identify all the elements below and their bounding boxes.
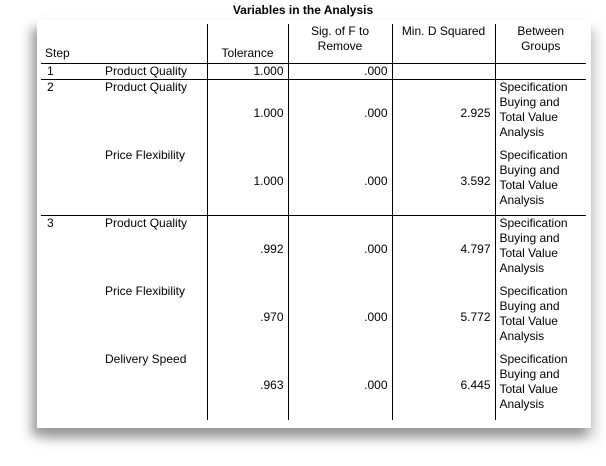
header-sig: Sig. of F to Remove bbox=[288, 24, 392, 64]
table-title: Variables in the Analysis bbox=[232, 3, 374, 17]
header-min-d: Min. D Squared bbox=[392, 24, 495, 64]
table-row bbox=[41, 64, 586, 80]
step-cell bbox=[41, 284, 101, 352]
tolerance-cell: 1.000 bbox=[207, 64, 288, 80]
header-step: Step bbox=[41, 24, 207, 64]
sig-cell: .000 bbox=[288, 80, 392, 148]
variable-cell: Price Flexibility bbox=[105, 283, 186, 298]
min-d-cell bbox=[392, 64, 495, 80]
variable-cell: Delivery Speed bbox=[105, 351, 187, 366]
sig-cell: .000 bbox=[288, 148, 392, 216]
header-row bbox=[41, 24, 586, 64]
tolerance-cell: 1.000 bbox=[207, 148, 288, 216]
step-cell bbox=[41, 148, 101, 216]
variable-cell: Product Quality bbox=[101, 80, 207, 148]
table-row bbox=[41, 216, 586, 284]
between-cell bbox=[495, 64, 586, 80]
between-cell: Specification Buying and Total Value Analysis bbox=[495, 284, 586, 352]
table-row bbox=[41, 148, 586, 216]
between-cell: Specification Buying and Total Value Analysis bbox=[495, 148, 586, 216]
table-row bbox=[41, 284, 586, 352]
variable-cell: Product Quality bbox=[101, 216, 207, 284]
min-d-cell: 4.797 bbox=[392, 216, 495, 284]
between-cell: Specification Buying and Total Value Analysis bbox=[495, 352, 586, 420]
step-cell: 1 bbox=[41, 64, 101, 80]
variables-table bbox=[41, 24, 586, 420]
step-cell: 2 bbox=[41, 80, 101, 148]
table-row bbox=[41, 352, 586, 420]
tolerance-cell: .970 bbox=[207, 284, 288, 352]
table-row bbox=[41, 80, 586, 148]
min-d-cell: 5.772 bbox=[392, 284, 495, 352]
sig-cell: .000 bbox=[288, 216, 392, 284]
sig-cell: .000 bbox=[288, 64, 392, 80]
min-d-cell: 6.445 bbox=[392, 352, 495, 420]
between-cell: Specification Buying and Total Value Analysis bbox=[495, 216, 586, 284]
variable-cell: Product Quality bbox=[101, 64, 207, 80]
variable-cell: Price Flexibility bbox=[105, 147, 186, 162]
header-tolerance: Tolerance bbox=[207, 24, 288, 64]
tolerance-cell: .992 bbox=[207, 216, 288, 284]
step-cell: 3 bbox=[41, 216, 101, 284]
sig-cell: .000 bbox=[288, 352, 392, 420]
header-between: Between Groups bbox=[495, 24, 586, 64]
tolerance-cell: 1.000 bbox=[207, 80, 288, 148]
min-d-cell: 3.592 bbox=[392, 148, 495, 216]
between-cell: Specification Buying and Total Value Analysis bbox=[495, 80, 586, 148]
sig-cell: .000 bbox=[288, 284, 392, 352]
step-cell bbox=[41, 352, 101, 420]
min-d-cell: 2.925 bbox=[392, 80, 495, 148]
tolerance-cell: .963 bbox=[207, 352, 288, 420]
